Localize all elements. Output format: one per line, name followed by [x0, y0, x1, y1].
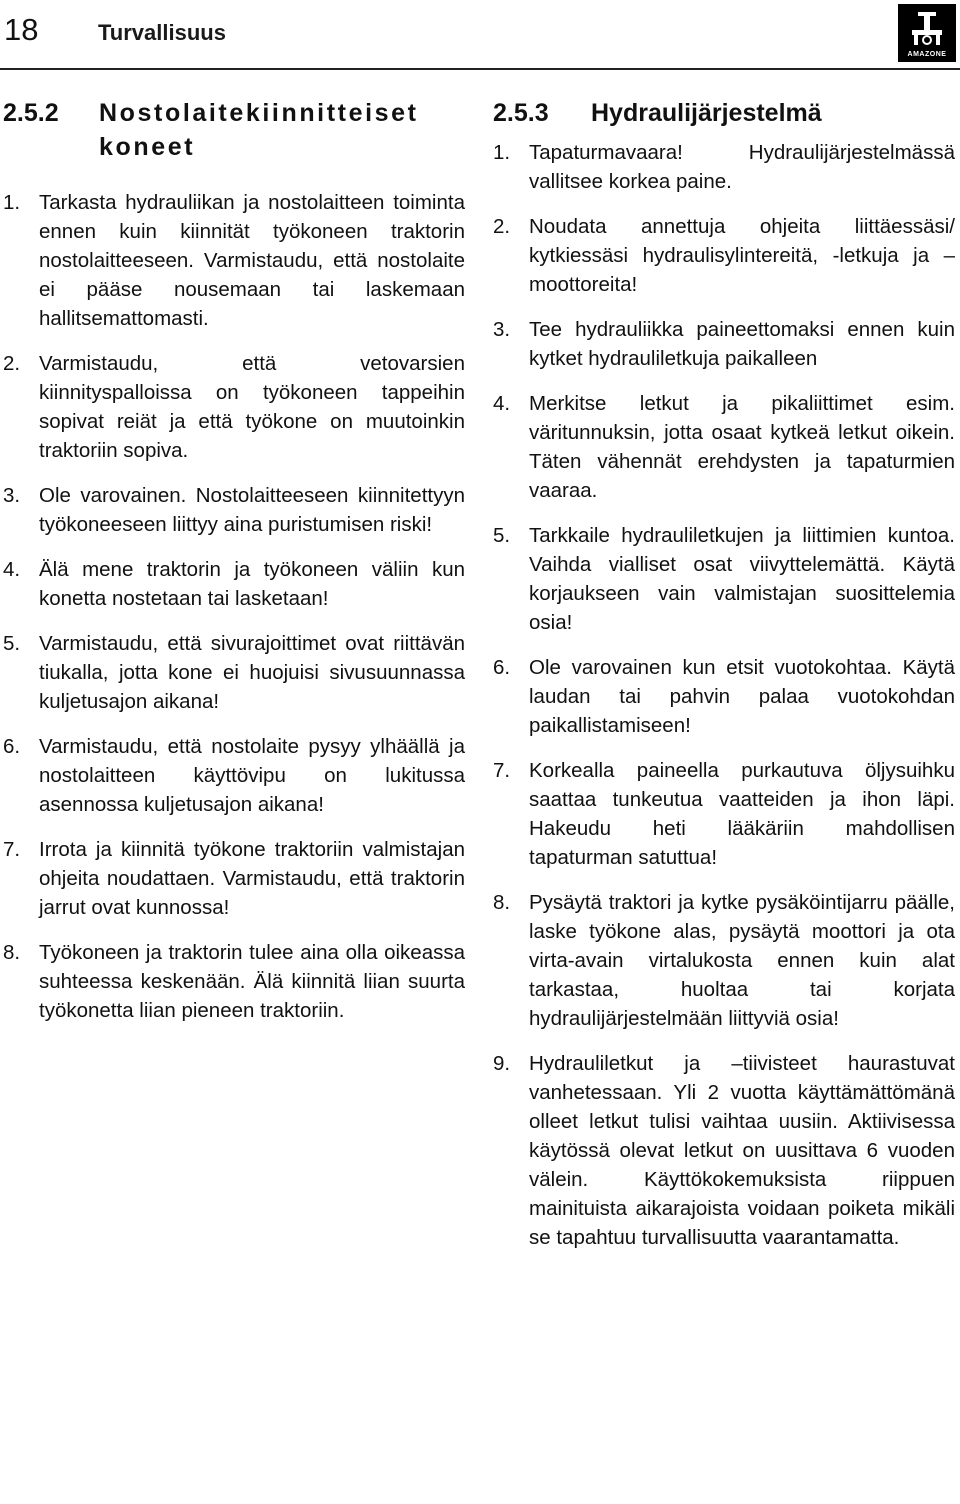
heading-number: 2.5.3 [493, 99, 549, 127]
page-number: 18 [4, 12, 39, 47]
logo-text: AMAZONE [907, 51, 947, 58]
item-number: 6. [3, 735, 21, 758]
item-number: 4. [3, 558, 21, 581]
list-item [493, 212, 955, 299]
item-text: Varmistaudu, että vetovarsien kiinnityspalloissa on työkoneen tappeihin sopivat reiät ja että työkone on muutoinkin traktoriin sopiva. [39, 352, 465, 462]
item-number: 7. [3, 838, 21, 861]
item-number: 2. [493, 215, 511, 238]
item-number: 4. [493, 392, 511, 415]
list-item [3, 349, 465, 465]
item-number: 6. [493, 656, 511, 679]
item-number: 1. [3, 191, 21, 214]
item-text: Ole varovainen kun etsit vuotokohtaa. Käytä laudan tai pahvin palaa vuotokohdan paikallistamiseen! [529, 656, 955, 737]
item-text: Tapaturmavaara! Hydraulijärjestelmässä vallitsee korkea paine. [529, 141, 955, 193]
item-text: Varmistaudu, että nostolaite pysyy ylhäällä ja nostolaitteen käyttövipu on lukitussa asennossa kuljetusajon aikana! [39, 735, 465, 816]
item-number: 7. [493, 759, 511, 782]
item-text: Varmistaudu, että sivurajoittimet ovat riittävän tiukalla, jotta kone ei huojuisi sivusuunnassa kuljetusajon aikana! [39, 632, 465, 713]
item-number: 9. [493, 1052, 511, 1075]
heading-title: Hydraulijärjestelmä [591, 99, 822, 127]
list-item [3, 188, 465, 333]
brand-logo [898, 4, 956, 62]
item-text: Merkitse letkut ja pikaliittimet esim. väritunnuksin, jotta osaat kytkeä letkut oikein. Täten vähennät erehdysten ja tapaturmien vaaraa. [529, 392, 955, 502]
item-text: Älä mene traktorin ja työkoneen väliin kun konetta nostetaan tai lasketaan! [39, 558, 465, 610]
heading-title: Nostolaitekiinnitteiset koneet [99, 99, 419, 161]
list-item [493, 888, 955, 1033]
list-item [493, 1049, 955, 1252]
list-item [3, 835, 465, 922]
item-number: 3. [493, 318, 511, 341]
list-item [493, 389, 955, 505]
item-number: 8. [493, 891, 511, 914]
list-item [3, 938, 465, 1025]
heading-number: 2.5.2 [3, 99, 59, 127]
item-number: 5. [3, 632, 21, 655]
item-text: Tarkkaile hydrauliletkujen ja liittimien kuntoa. Vaihda vialliset osat viivyttelemättä. Käytä korjaukseen vain valmistajan suosittelemia osia! [529, 524, 955, 634]
list-item [493, 315, 955, 373]
item-number: 8. [3, 941, 21, 964]
item-text: Työkoneen ja traktorin tulee aina olla oikeassa suhteessa keskenään. Älä kiinnitä liian suurta työkonetta liian pieneen traktoriin. [39, 941, 465, 1022]
section-label: Turvallisuus [98, 20, 226, 45]
item-text: Tarkasta hydrauliikan ja nostolaitteen toiminta ennen kuin kiinnität työkoneen traktorin nostolaitteeseen. Varmistaudu, että nostolaite ei pääse nousemaan tai laskemaan hallitsemattomasti. [39, 191, 465, 330]
right-column [493, 96, 955, 1268]
item-text: Ole varovainen. Nostolaitteeseen kiinnitettyyn työkoneeseen liittyy aina puristumisen riski! [39, 484, 465, 536]
item-number: 1. [493, 141, 511, 164]
list-item [3, 555, 465, 613]
item-number: 2. [3, 352, 21, 375]
item-text: Irrota ja kiinnitä työkone traktoriin valmistajan ohjeita noudattaen. Varmistaudu, että traktorin jarrut ovat kunnossa! [39, 838, 465, 919]
list-item [493, 521, 955, 637]
item-number: 5. [493, 524, 511, 547]
item-text: Korkealla paineella purkautuva öljysuihku saattaa tunkeutua vaatteiden ja ihon läpi. Hakeudu heti lääkäriin mahdollisen tapaturman satuttua! [529, 759, 955, 869]
item-text: Noudata annettuja ohjeita liittäessäsi/ kytkiessäsi hydraulisylintereitä, -letkuja ja –moottoreita! [529, 215, 955, 296]
left-column [3, 96, 465, 1041]
section-heading-2-5-2 [3, 96, 465, 164]
list-item [3, 629, 465, 716]
list-item [493, 756, 955, 872]
list-item [493, 653, 955, 740]
list-item [3, 481, 465, 539]
page-header [0, 0, 960, 70]
header-divider [0, 68, 960, 70]
item-text: Tee hydrauliikka paineettomaksi ennen kuin kytket hydrauliletkuja paikalleen [529, 318, 955, 370]
item-text: Hydrauliletkut ja –tiivisteet haurastuvat vanhetessaan. Yli 2 vuotta käyttämättömänä olleet letkut tulisi vaihtaa uusiin. Aktiivisessa käytössä olevat letkut on uusittava 6 vuoden välein. Käyttökokemuksista riippuen mainituista aikarajoista voidaan poiketa mikäli se tapahtuu turvallisuutta vaarantamatta. [529, 1052, 955, 1249]
item-text: Pysäytä traktori ja kytke pysäköintijarru päälle, laske työkone alas, pysäytä moottori ja ota virta-avain virtalukosta ennen kuin alat tarkastaa, huoltaa tai korjata hydraulijärjestelmään liittyviä osia! [529, 891, 955, 1030]
section-heading-2-5-3 [493, 96, 955, 130]
tractor-icon [898, 4, 956, 52]
item-number: 3. [3, 484, 21, 507]
list-item [3, 732, 465, 819]
list-item [493, 138, 955, 196]
